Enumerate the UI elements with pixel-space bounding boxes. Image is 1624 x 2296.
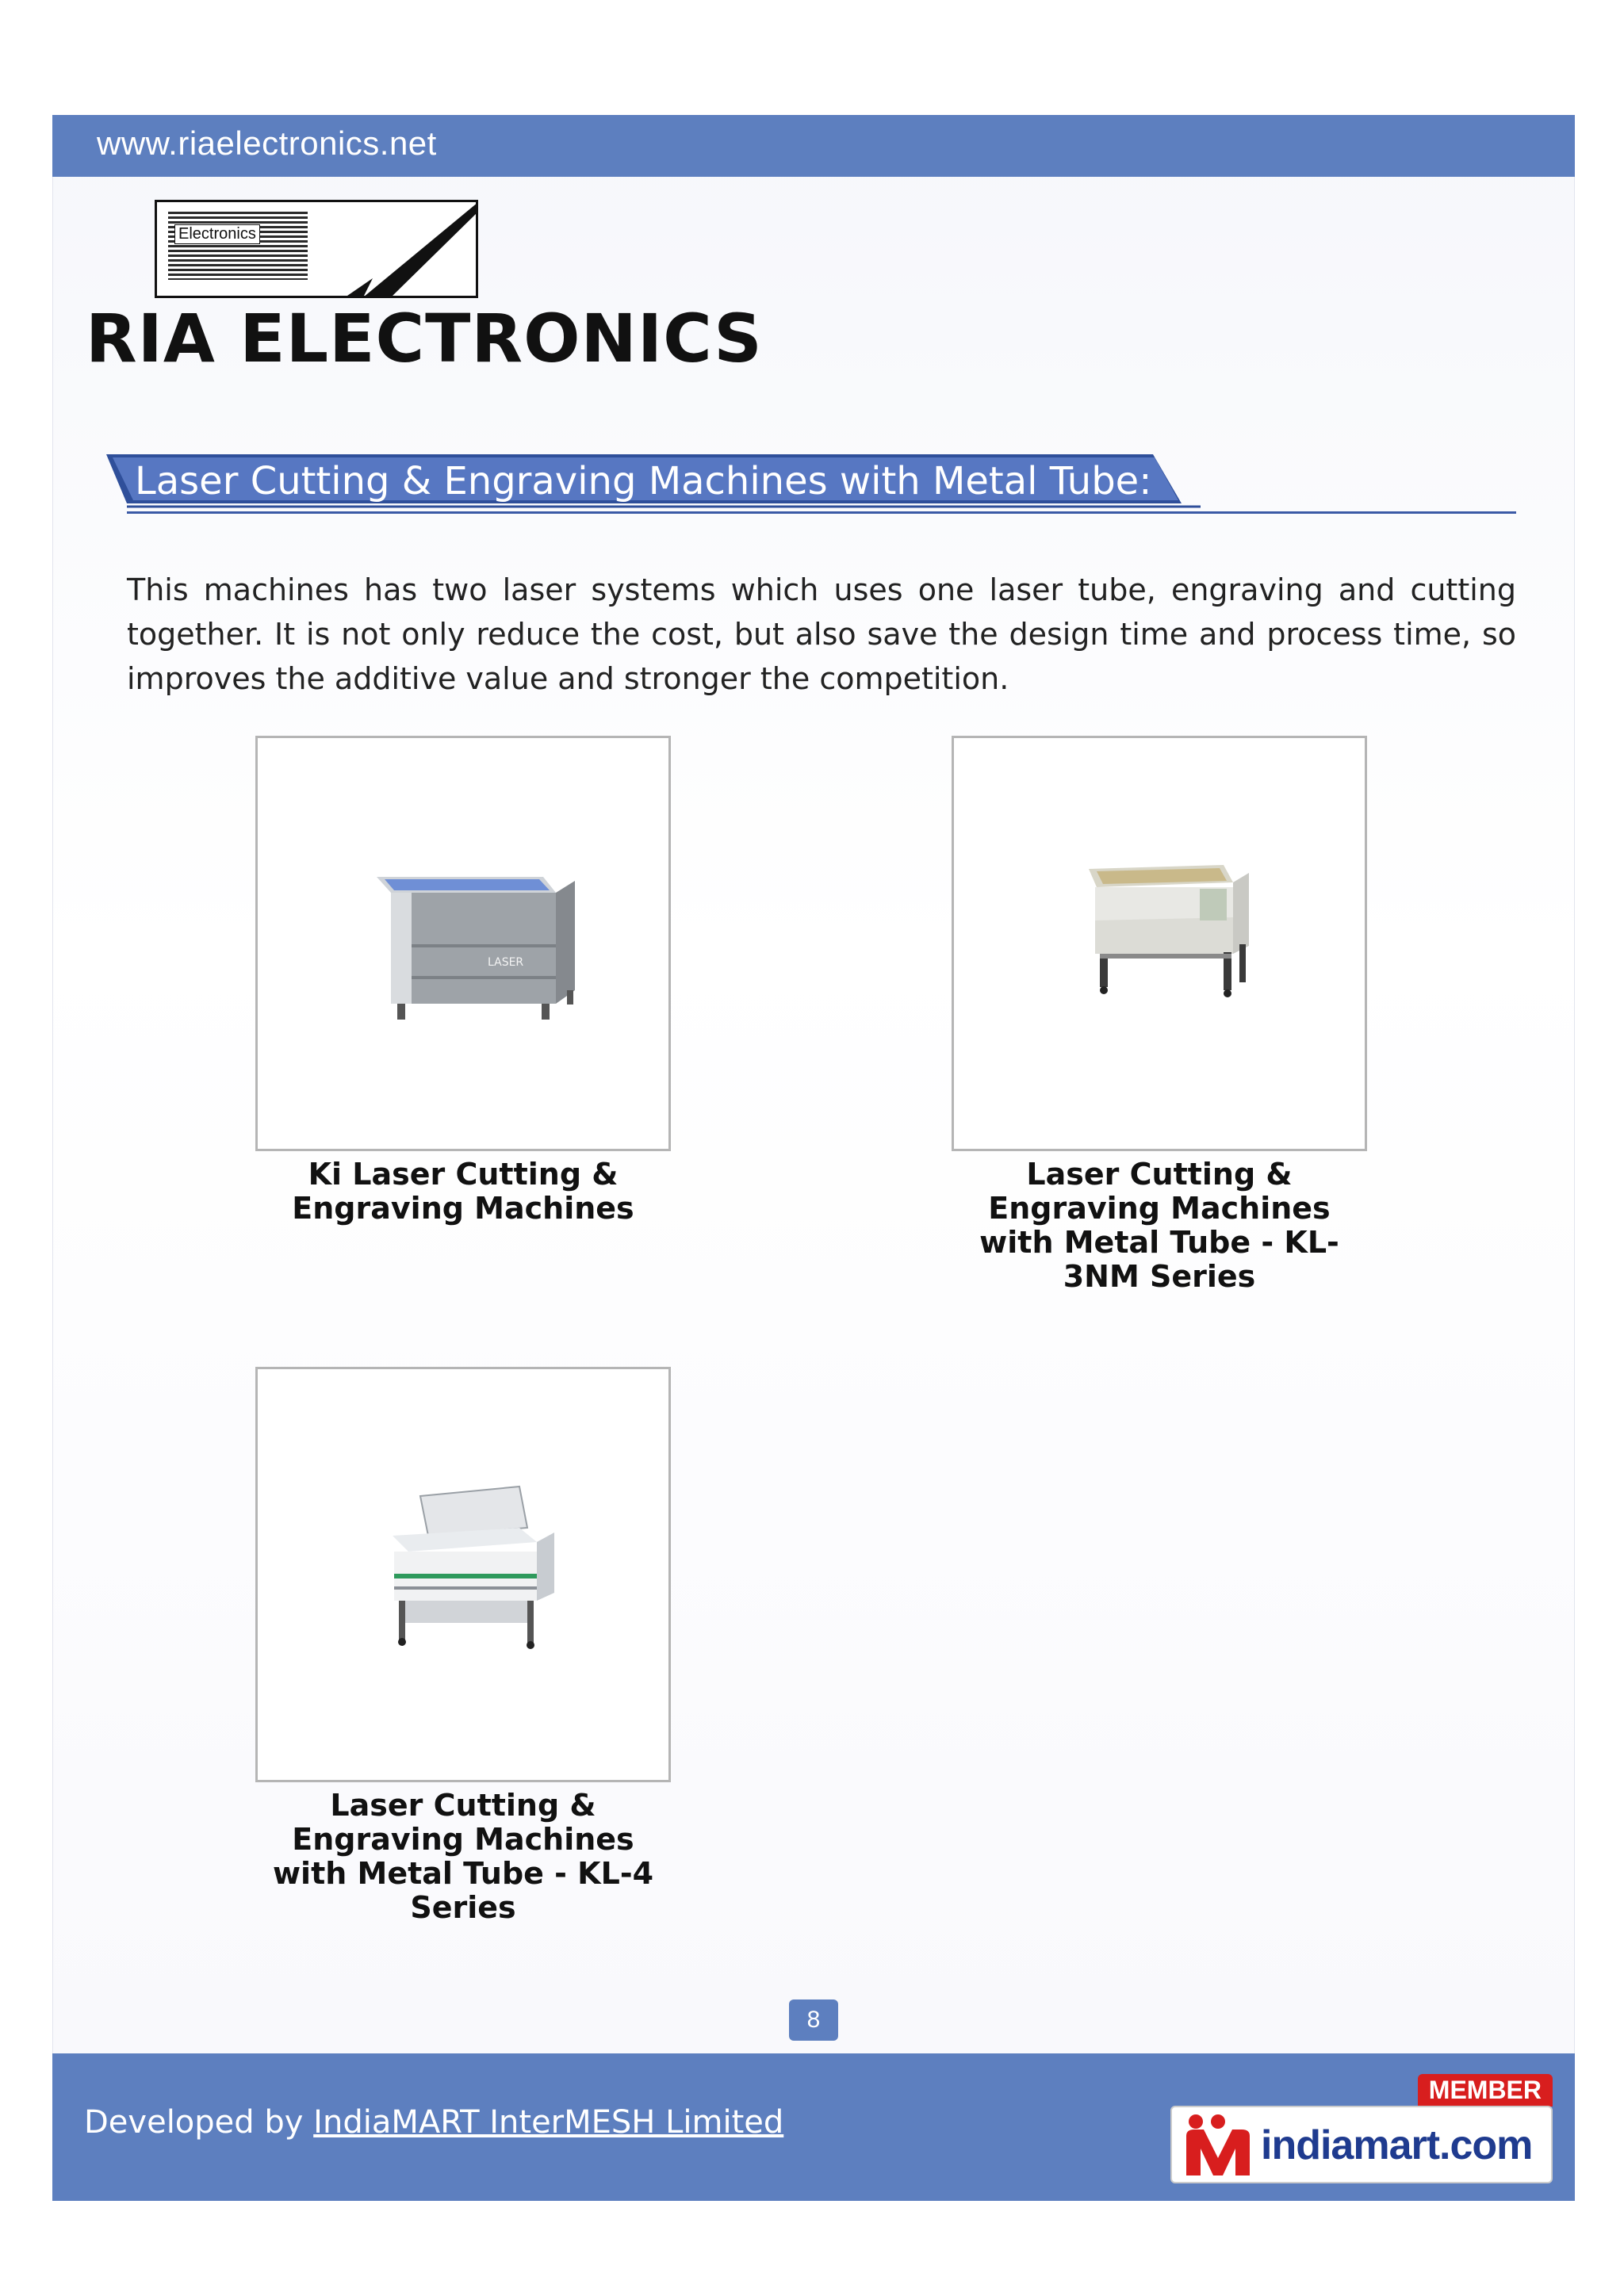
indiamart-brand-text: indiamart.com [1261, 2122, 1533, 2168]
logo-ria-mark [168, 212, 308, 280]
laser-beam-icon [316, 202, 478, 297]
product-image-frame[interactable] [255, 1367, 671, 1782]
product-caption[interactable]: Laser Cutting & Engraving Machines with Metal Tube - KL-4 Series [272, 1788, 654, 1925]
indiamart-logo[interactable] [1170, 2106, 1553, 2183]
member-label: MEMBER [1418, 2074, 1553, 2107]
product-card[interactable] [255, 1367, 671, 1925]
indiamart-m-icon [1180, 2112, 1256, 2180]
indiamart-company-link[interactable]: IndiaMART InterMESH Limited [313, 2104, 784, 2141]
product-caption[interactable]: Laser Cutting & Engraving Machines with Metal Tube - KL-3NM Series [979, 1157, 1339, 1294]
product-image-frame[interactable] [255, 736, 671, 1151]
page-number: 8 [789, 1999, 838, 2041]
laser-machine-ki-image [258, 738, 668, 1149]
product-caption[interactable]: Ki Laser Cutting & Engraving Machines [292, 1157, 634, 1226]
laser-machine-kl4-image [258, 1369, 668, 1780]
header-bar [52, 115, 1575, 177]
svg-text:LASER: LASER [488, 956, 524, 969]
section-intro: This machines has two laser systems which uses one laser tube, engraving and cutting together. It is not only reduce the cost, but also save the design time and process time, so improves the additive value and stronger the competition. [127, 572, 1516, 696]
product-card[interactable] [255, 736, 671, 1226]
brand-name: RIA ELECTRONICS [86, 300, 763, 377]
section-divider [127, 511, 1516, 514]
section-title: Laser Cutting & Engraving Machines with Metal Tube: [135, 459, 1152, 503]
product-card[interactable] [952, 736, 1367, 1294]
company-logo [155, 200, 478, 298]
section-heading-banner [106, 454, 1201, 510]
footer-credit [84, 2104, 783, 2141]
site-url-link[interactable]: www.riaelectronics.net [97, 124, 437, 162]
laser-machine-kl3nm-image [954, 738, 1365, 1149]
product-image-frame[interactable] [952, 736, 1367, 1151]
footer-bar [52, 2053, 1575, 2201]
indiamart-member-badge[interactable] [1170, 2074, 1553, 2183]
developed-by-label: Developed by [84, 2104, 304, 2141]
logo-mark-text: Electronics [174, 224, 260, 244]
